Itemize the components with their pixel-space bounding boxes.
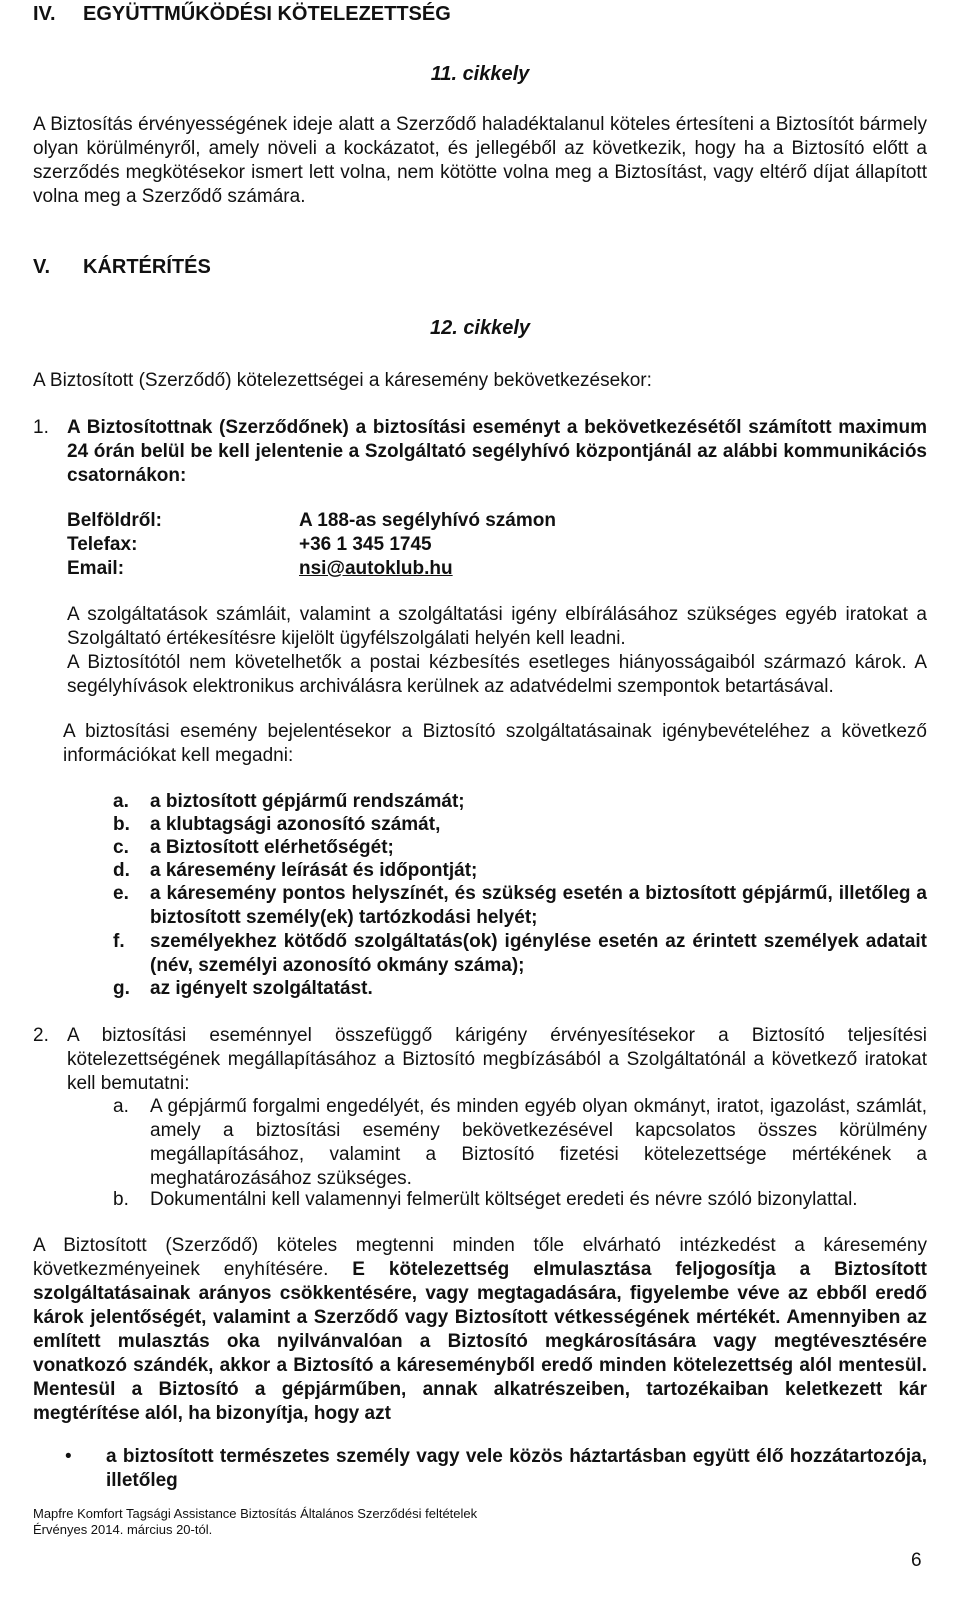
- point-1-number: 1.: [33, 417, 49, 438]
- email-link[interactable]: nsi@autoklub.hu: [299, 558, 453, 579]
- footer-title: Mapfre Komfort Tagsági Assistance Biztosítás Általános Szerződési feltételek: [33, 1506, 478, 1521]
- article-12-intro: A Biztosított (Szerződő) kötelezettségei a káresemény bekövetkezésekor:: [33, 370, 652, 391]
- contact-row-telefax: [67, 533, 556, 557]
- list-item-letter: a.: [113, 1096, 129, 1117]
- bullet-icon: •: [65, 1446, 72, 1467]
- point-1-para-invoices: A szolgáltatások számláit, valamint a szolgáltatási igény elbírálásához szükséges egyéb iratokat a Szolgáltató értékesítésre kijelölt ügyfélszolgálati helyén kell leadni.: [67, 604, 927, 649]
- contact-label: Belföldről:: [67, 510, 162, 531]
- list-item-letter: b.: [113, 1189, 129, 1210]
- contact-row-email: [67, 557, 556, 581]
- contact-label: Email:: [67, 558, 125, 579]
- article-11-paragraph: A Biztosítás érvényességének ideje alatt a Szerződő haladéktalanul köteles értesíteni a Biztosítót bármely olyan körülményről, amely növeli a kockázatot, és jellegéből az következik, hogy ha a Biztosító előtt a szerződés megkötésekor ismert lett volna, nem kötötte volna meg a Biztosítást, vagy eltérő díjat állapított volna meg a Szerződő számára.: [33, 114, 927, 207]
- list-item-letter: b.: [113, 814, 130, 835]
- section-number: V.: [33, 256, 51, 278]
- contact-value: A 188-as segélyhívó számon: [299, 510, 556, 531]
- section-title: KÁRTÉRÍTÉS: [83, 256, 211, 278]
- list-item-letter: d.: [113, 860, 130, 881]
- list-item-letter: f.: [113, 931, 125, 952]
- list-item-text: az igényelt szolgáltatást.: [150, 978, 373, 999]
- section-number: IV.: [33, 3, 56, 25]
- contact-row-domestic: [67, 509, 556, 533]
- list-item-text: a káresemény leírását és időpontját;: [150, 860, 478, 881]
- list-item-text: személyekhez kötődő szolgáltatás(ok) igénylése esetén az érintett személyek adatait (név, személyi azonosító okmány száma);: [150, 931, 927, 976]
- list-item-text: a káresemény pontos helyszínét, és szükség esetén a biztosított gépjármű, illetőleg a biztosított személy(ek) tartózkodási helyét;: [150, 883, 927, 928]
- list-item-letter: e.: [113, 883, 129, 904]
- list-item-text: a biztosított gépjármű rendszámát;: [150, 791, 465, 812]
- article-title-11: 11. cikkely: [430, 63, 530, 85]
- point-1-text: A Biztosítottnak (Szerződőnek) a biztosítási eseményt a bekövetkezésétől számított maximum 24 órán belül be kell jelentenie a Szolgáltató segélyhívó központjánál az alábbi kommunikációs csatornákon:: [67, 417, 927, 486]
- section-heading-iv: [33, 2, 451, 26]
- closing-normal-text: A Biztosított (Szerződő) köteles megtenni minden tőle elvárható intézkedést a káresemény következményeinek enyhítésére.: [33, 1235, 927, 1280]
- section-title: EGYÜTTMŰKÖDÉSI KÖTELEZETTSÉG: [83, 3, 451, 25]
- closing-paragraph: [33, 1234, 927, 1426]
- section-heading-v: [33, 255, 211, 279]
- list-item-text: a klubtagsági azonosító számát,: [150, 814, 441, 835]
- list-item-letter: a.: [113, 791, 129, 812]
- point-2-text: A biztosítási eseménnyel összefüggő kárigény érvényesítésekor a Biztosító teljesítési kötelezettségének megállapításához a Biztosító megbízásából a Szolgáltatónál a következő iratokat kell bemutatni:: [67, 1025, 927, 1094]
- list-item-text: a Biztosított elérhetőségét;: [150, 837, 394, 858]
- closing-bold-text: E kötelezettség elmulasztása feljogosítja a Biztosított szolgáltatásainak arányos csökkentésére, vagy megtagadására, figyelembe véve az ebből eredő károk jelentőségét, valamint a Szerződő vagy Biztosított vétkességének mértékét. Amennyiben az említett mulasztás oka nyilvánvalóan a Biztosító megkárosítására vagy megtévesztésére vonatkozó szándék, akkor a Biztosító a káreseményből eredő minden kötelezettség alól mentesül. Mentesül a Biztosító a gépjárműben, annak alkatrészeiben, tartozékaiban keletkezett kár megtérítése alól, ha bizonyítja, hogy azt: [33, 1259, 927, 1424]
- footer-validity: Érvényes 2014. március 20-tól.: [33, 1522, 213, 1537]
- bullet-text: a biztosított természetes személy vagy vele közös háztartásban együtt élő hozzátartozója, illetőleg: [106, 1446, 927, 1491]
- contact-label: Telefax:: [67, 534, 138, 555]
- list-item-text: A gépjármű forgalmi engedélyét, és minden egyéb olyan okmányt, iratot, igazolást, számlát, amely a biztosítási esemény bekövetkezésével kapcsolatos összes körülmény megállapításához, valamint a Biztosító fizetési kötelezettsége mértékének a meghatározásához szükséges.: [150, 1096, 927, 1189]
- list-item-text: Dokumentálni kell valamennyi felmerült költséget eredeti és névre szóló bizonylattal.: [150, 1189, 858, 1210]
- contact-value: +36 1 345 1745: [299, 534, 432, 555]
- list-item-letter: g.: [113, 978, 130, 999]
- point-1-para-postal: A Biztosítótól nem követelhetők a postai kézbesítés esetleges hiányosságaiból származó károk. A segélyhívások elektronikus archiválásra kerülnek az adatvédelmi szempontok betartásával.: [67, 652, 927, 697]
- contact-list: [67, 509, 556, 581]
- footer: [33, 1506, 477, 1538]
- page-number: 6: [911, 1550, 922, 1571]
- list-item-letter: c.: [113, 837, 129, 858]
- article-title-12: 12. cikkely: [429, 317, 531, 339]
- point-2-number: 2.: [33, 1025, 49, 1046]
- point-1-para-info: A biztosítási esemény bejelentésekor a Biztosító szolgáltatásainak igénybevételéhez a következő információkat kell megadni:: [63, 721, 927, 766]
